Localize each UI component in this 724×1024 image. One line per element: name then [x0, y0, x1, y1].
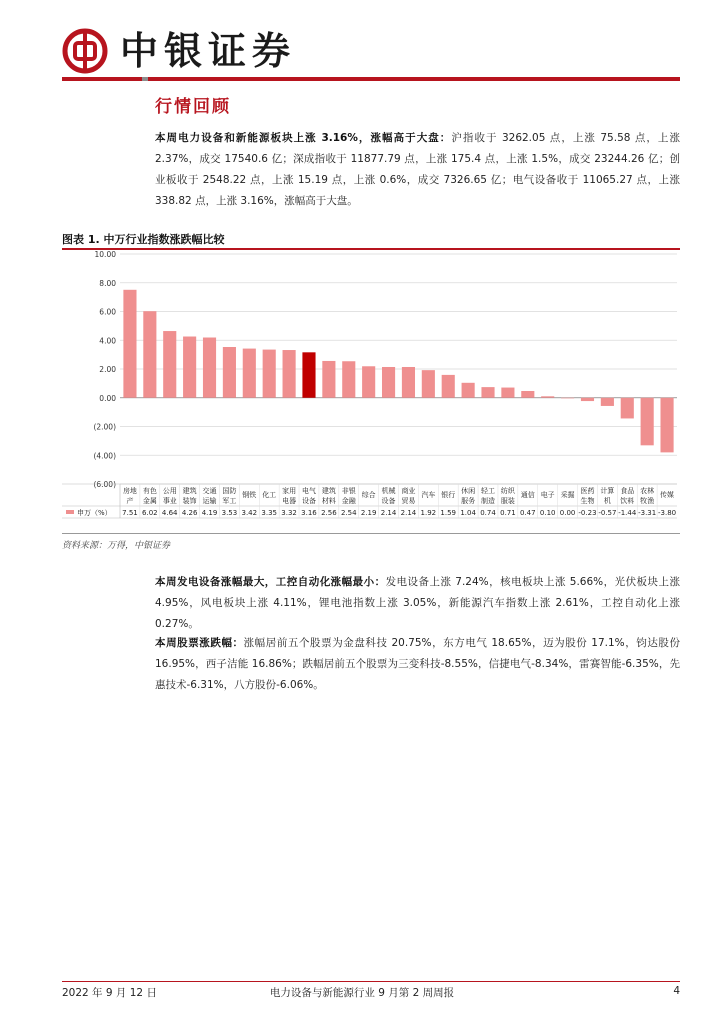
company-name: 中银证券 — [120, 28, 297, 73]
x-tick-label: 装饰 — [182, 497, 197, 505]
bar — [123, 290, 136, 398]
x-tick-label: 休闲 — [461, 487, 476, 495]
y-tick-label: (2.00) — [93, 422, 116, 432]
x-tick-label: 服务 — [461, 497, 476, 505]
x-tick-label: 电气 — [301, 487, 316, 495]
legend-swatch — [66, 510, 74, 514]
y-tick-label: 4.00 — [99, 336, 116, 346]
x-tick-label: 建筑 — [321, 487, 336, 495]
x-tick-label: 交通 — [202, 487, 217, 495]
x-tick-label: 机械 — [381, 487, 396, 495]
x-tick-label: 食品 — [620, 487, 635, 495]
figure-source: 资料来源：万得，中银证券 — [62, 541, 171, 551]
data-label: 2.14 — [400, 509, 417, 517]
data-label: 2.19 — [360, 509, 377, 517]
y-tick-label: 8.00 — [99, 278, 116, 288]
x-tick-label: 电子 — [540, 491, 555, 499]
bar — [481, 387, 494, 398]
data-label: -0.57 — [598, 509, 617, 517]
paragraph-body: 发电设备上涨 7.24%，核电板块上涨 5.66%，光伏板块上涨 4.95%，风电板块上涨 4.11%，锂电池指数上涨 3.05%，新能源汽车指数上涨 2.61%，工控自动化上涨 0.27%。 — [155, 576, 680, 630]
data-label: 3.42 — [241, 509, 258, 517]
data-label: 0.00 — [559, 509, 576, 517]
bar — [521, 391, 534, 398]
data-label: 0.47 — [520, 509, 536, 517]
x-tick-label: 金属 — [142, 497, 157, 505]
y-tick-label: 6.00 — [99, 307, 116, 317]
bar — [601, 398, 614, 406]
data-label: 7.51 — [122, 509, 138, 517]
x-tick-label: 家用 — [282, 487, 297, 495]
x-tick-label: 有色 — [142, 487, 157, 495]
bank-of-china-logo-icon — [62, 28, 108, 74]
figure-bottom-rule — [62, 533, 680, 534]
y-tick-label: (4.00) — [93, 451, 116, 461]
x-tick-label: 商业 — [401, 487, 416, 495]
bar — [203, 338, 216, 398]
section-title: 行情回顾 — [155, 97, 231, 117]
x-tick-label: 设备 — [301, 497, 316, 505]
x-tick-label: 化工 — [262, 491, 277, 499]
x-tick-label: 机 — [603, 497, 611, 505]
x-tick-label: 饮料 — [620, 497, 635, 505]
data-label: -3.31 — [638, 509, 657, 517]
bar — [163, 331, 176, 398]
x-tick-label: 服装 — [500, 497, 515, 505]
data-label: 3.53 — [221, 509, 238, 517]
header-rule-left — [62, 77, 142, 81]
x-tick-label: 综合 — [361, 491, 376, 499]
bar — [501, 388, 514, 398]
bar — [641, 398, 654, 446]
x-tick-label: 非银 — [341, 487, 356, 495]
bar — [402, 367, 415, 398]
x-tick-label: 事业 — [162, 497, 177, 505]
x-tick-label: 电器 — [282, 497, 297, 505]
paragraph-body: 沪指收于 3262.05 点，上涨 75.58 点，上涨 2.37%，成交 17540.6 亿；深成指收于 11877.79 点，上涨 175.4 点，上涨 1.5%，成交 23244.26 亿；创业板收于 2548.22 点，上涨 15.19 点，上涨 0.6%，成交 7326.65 亿；电气设备收于 11065.27 点，上涨 338.82 点，上涨 3.16%，涨幅高于大盘。 — [155, 132, 680, 207]
industry-change-bar-chart — [62, 250, 680, 530]
bar — [283, 350, 296, 398]
bar — [322, 361, 335, 398]
data-label: 4.64 — [161, 509, 178, 517]
x-tick-label: 纺织 — [500, 487, 515, 495]
data-label: -3.80 — [657, 509, 677, 517]
data-label: 1.04 — [460, 509, 476, 517]
paragraph-body: 涨幅居前五个股票为金盘科技 20.75%，东方电气 18.65%，迈为股份 17.1%，钧达股份 16.95%，西子洁能 16.86%；跌幅居前五个股票为三变科技-8.55%，信捷电气-8.34%，雷赛智能-6.35%，先惠技术-6.31%，八方股份-6.06%。 — [155, 637, 681, 691]
bar — [382, 367, 395, 398]
y-tick-label: 0.00 — [99, 393, 116, 403]
data-label: 6.02 — [142, 509, 158, 517]
bar — [223, 347, 236, 398]
data-label: 2.14 — [380, 509, 397, 517]
x-tick-label: 轻工 — [481, 487, 496, 495]
data-label: -0.23 — [578, 509, 597, 517]
bar — [183, 337, 196, 398]
data-label: 0.74 — [480, 509, 496, 517]
stock-movers-paragraph — [155, 633, 680, 696]
x-tick-label: 建筑 — [182, 487, 197, 495]
data-label: 1.92 — [420, 509, 437, 517]
data-label: 0.10 — [539, 509, 556, 517]
bar — [581, 398, 594, 401]
x-tick-label: 设备 — [381, 497, 396, 505]
x-tick-label: 银行 — [441, 491, 456, 499]
bar — [541, 396, 554, 397]
bar — [243, 349, 256, 398]
paragraph-lead: 本周股票涨跌幅： — [155, 637, 244, 649]
x-tick-label: 农林 — [640, 487, 655, 495]
bar — [660, 398, 673, 453]
data-label: 0.71 — [500, 509, 516, 517]
bar — [561, 398, 574, 399]
x-tick-label: 制造 — [481, 497, 496, 505]
paragraph-lead: 本周发电设备涨幅最大，工控自动化涨幅最小： — [155, 576, 386, 588]
report-title: 电力设备与新能源行业 9 月第 2 周周报 — [269, 987, 455, 999]
bar — [302, 352, 315, 397]
data-label: 3.16 — [301, 509, 317, 517]
data-label: 4.19 — [201, 509, 218, 517]
brand-header — [62, 28, 296, 74]
y-tick-label: (6.00) — [93, 480, 116, 489]
x-tick-label: 汽车 — [421, 491, 436, 499]
x-tick-label: 通信 — [520, 491, 535, 499]
x-tick-label: 国防 — [222, 487, 237, 495]
bar — [143, 311, 156, 398]
page-number: 4 — [673, 985, 680, 997]
market-review-paragraph — [155, 128, 680, 212]
header-rule-right — [148, 77, 680, 81]
data-label: 2.54 — [340, 509, 357, 517]
x-tick-label: 产 — [126, 497, 134, 505]
subsector-paragraph — [155, 572, 680, 635]
x-tick-label: 传媒 — [660, 491, 675, 499]
data-label: 3.32 — [281, 509, 297, 517]
bar — [422, 370, 435, 398]
y-tick-label: 2.00 — [99, 365, 116, 374]
data-label: 2.56 — [321, 509, 337, 517]
data-label: -1.44 — [618, 509, 637, 517]
x-tick-label: 金融 — [341, 497, 356, 505]
figure-title: 图表 1. 中万行业指数涨跌幅比较 — [62, 233, 225, 246]
x-tick-label: 房地 — [122, 487, 137, 495]
x-tick-label: 计算 — [600, 487, 615, 495]
x-tick-label: 医药 — [580, 487, 595, 495]
bar — [621, 398, 634, 419]
x-tick-label: 军工 — [222, 497, 237, 505]
x-tick-label: 生物 — [580, 497, 595, 505]
footer-rule — [62, 981, 680, 982]
legend-label: 申万（%） — [77, 509, 112, 517]
bar — [462, 383, 475, 398]
x-tick-label: 运输 — [202, 497, 217, 505]
report-date: 2022 年 9 月 12 日 — [62, 987, 157, 999]
data-label: 4.26 — [181, 509, 198, 517]
x-tick-label: 牧渔 — [640, 497, 655, 505]
x-tick-label: 公用 — [162, 487, 177, 495]
y-tick-label: 10.00 — [94, 250, 116, 259]
x-tick-label: 贸易 — [401, 497, 416, 505]
bar — [263, 350, 276, 398]
bar — [342, 361, 355, 398]
x-tick-label: 材料 — [321, 497, 336, 505]
bar — [442, 375, 455, 398]
data-label: 3.35 — [261, 509, 277, 517]
x-tick-label: 钢铁 — [242, 491, 257, 499]
x-tick-label: 采掘 — [560, 491, 575, 499]
bar — [362, 366, 375, 397]
paragraph-lead: 本周电力设备和新能源板块上涨 3.16%，涨幅高于大盘： — [155, 132, 452, 144]
data-label: 1.59 — [440, 509, 457, 517]
